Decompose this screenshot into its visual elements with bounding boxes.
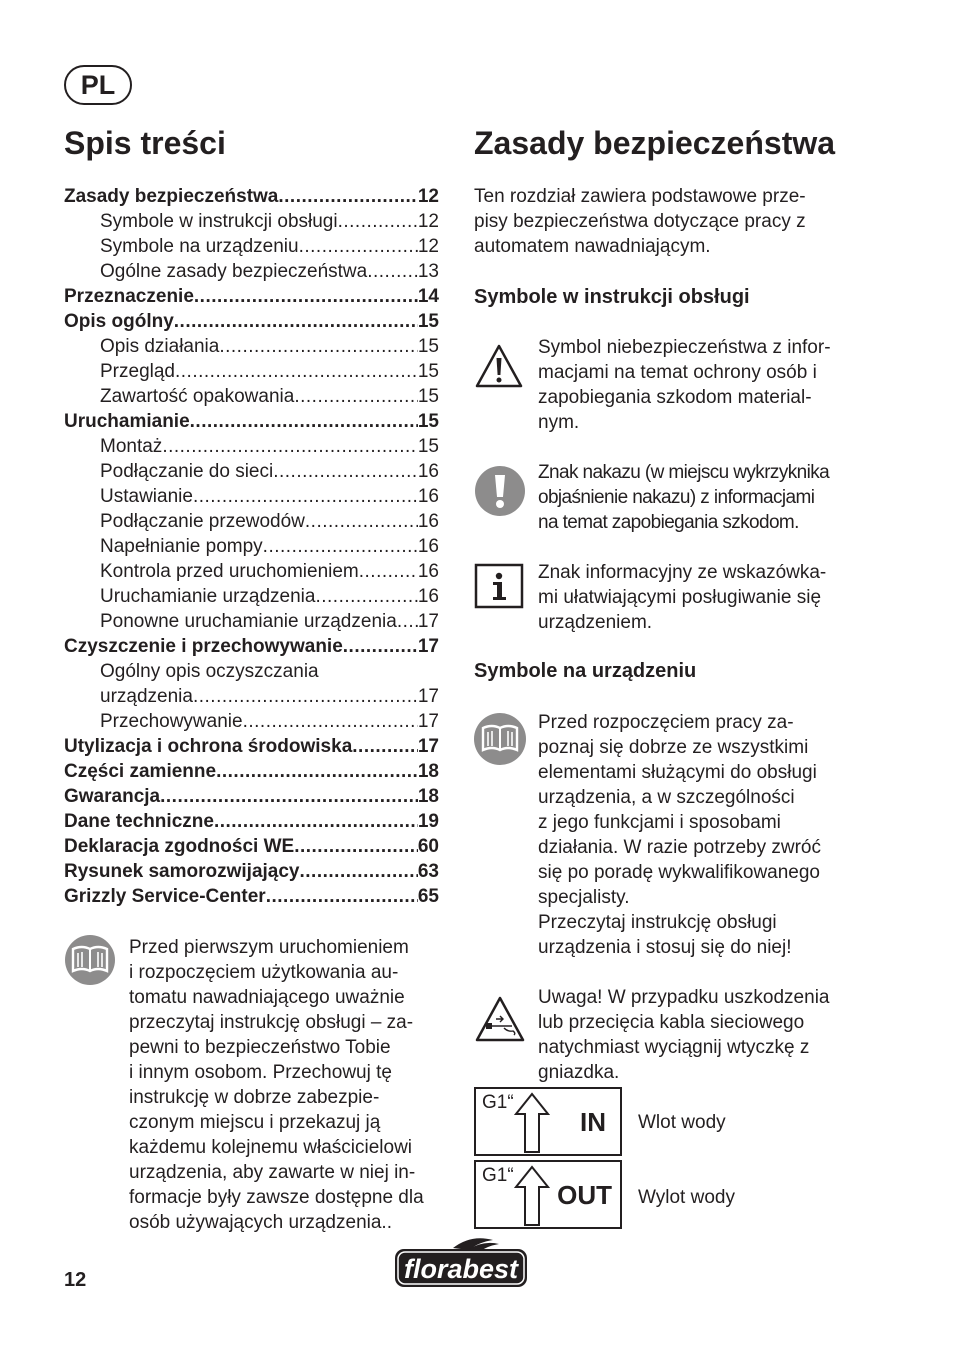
text-line: Przed pierwszym uruchomieniem <box>129 937 409 958</box>
text-line: Symbol niebezpieczeństwa z infor- <box>538 337 831 358</box>
toc-entry-label: Uruchamianie <box>64 411 190 432</box>
toc-entry-page: 15 <box>417 411 439 432</box>
toc-entry-label: Podłączanie przewodów <box>100 511 305 532</box>
toc-leader-dots <box>193 484 418 509</box>
toc-entry[interactable] <box>64 859 439 884</box>
toc-entry-page: 65 <box>417 886 439 907</box>
toc-entry-page: 15 <box>417 361 439 382</box>
toc-leader-dots <box>294 834 418 859</box>
toc-entry-label: Kontrola przed uruchomieniem <box>100 561 359 582</box>
toc-entry-page: 12 <box>417 211 439 232</box>
toc-entry[interactable] <box>64 484 439 509</box>
toc-entry-page: 14 <box>417 286 439 307</box>
text-line: poznaj się dobrze ze wszystkimi <box>538 737 809 758</box>
toc-entry-label: Podłączanie do sieci <box>100 461 274 482</box>
outlet-description: Wylot wody <box>638 1187 735 1208</box>
toc-entry-label: Montaż <box>100 436 163 457</box>
toc-leader-dots <box>193 684 418 709</box>
toc-entry-label: Czyszczenie i przechowywanie <box>64 636 343 657</box>
text-line: i innym osobom. Przechowuj tę <box>129 1062 392 1083</box>
toc-entry-label: Dane techniczne <box>64 811 214 832</box>
toc-entry-label: Gwarancja <box>64 786 161 807</box>
toc-leader-dots <box>174 309 418 334</box>
toc-entry-page: 13 <box>417 261 439 282</box>
text-line: zapobiegania szkodom material- <box>538 387 812 408</box>
text-line: natychmiast wyciągnij wtyczkę z <box>538 1037 810 1058</box>
toc-entry-page: 18 <box>417 761 439 782</box>
toc-entry-label: Opis ogólny <box>64 311 174 332</box>
toc-entry-page: 17 <box>417 711 439 732</box>
toc-entry-page: 17 <box>417 611 439 632</box>
toc-leader-dots <box>359 559 418 584</box>
toc-entry-page: 15 <box>417 336 439 357</box>
toc-entry[interactable] <box>64 634 439 659</box>
toc-entry[interactable] <box>64 584 439 609</box>
toc-entry[interactable] <box>64 609 439 634</box>
text-line: nym. <box>538 412 580 433</box>
toc-entry-label: Symbole na urządzeniu <box>100 236 299 257</box>
inlet-thread-label: G1“ <box>482 1092 514 1113</box>
toc-entry-label: urządzenia <box>100 686 193 707</box>
toc-leader-dots <box>315 584 417 609</box>
toc-entry-label: Ogólne zasady bezpieczeństwa <box>100 261 368 282</box>
toc-entry-label: Ogólny opis oczyszczania <box>100 661 319 682</box>
text-line: osób używających urządzenia.. <box>129 1212 392 1233</box>
toc-leader-dots <box>305 509 418 534</box>
toc-leader-dots <box>343 634 418 659</box>
text-line: macjami na temat ochrony osób i <box>538 362 817 383</box>
text-line: tomatu nawadniającego uważnie <box>129 987 405 1008</box>
toc-leader-dots <box>214 809 418 834</box>
text-line: urządzenia, aby zawarte w niej in- <box>129 1162 416 1183</box>
toc-entry[interactable] <box>64 334 439 359</box>
toc-leader-dots <box>299 234 418 259</box>
safety-title: Zasady bezpieczeństwa <box>474 125 836 161</box>
outlet-thread-label: G1“ <box>482 1165 514 1186</box>
text-line: się po poradę wykwalifikowanego <box>538 862 820 883</box>
text-line: i rozpoczęciem użytkowania au- <box>129 962 399 983</box>
text-line: Ten rozdział zawiera podstawowe prze- <box>474 186 806 207</box>
toc-entry[interactable] <box>64 259 439 284</box>
text-line: każdemu kolejnemu właścicielowi <box>129 1137 413 1158</box>
cable-warning-icon <box>474 995 526 1048</box>
toc-leader-dots <box>338 209 418 234</box>
toc-leader-dots <box>216 759 418 784</box>
text-line: specjalisty. <box>538 887 630 908</box>
text-line: objaśnienie nakazu) z informacjami <box>538 487 815 508</box>
toc-leader-dots <box>278 184 417 209</box>
toc-entry[interactable] <box>64 734 439 759</box>
toc-entry-page: 18 <box>417 786 439 807</box>
toc-entry[interactable] <box>64 534 439 559</box>
toc-leader-dots <box>219 334 418 359</box>
toc-entry-label: Rysunek samorozwijający <box>64 861 300 882</box>
toc-entry[interactable] <box>64 759 439 784</box>
arrow-up-icon <box>514 1165 550 1227</box>
toc-entry-label: Ponowne uruchamianie urządzenia <box>100 611 397 632</box>
text-line: Przed rozpoczęciem pracy za- <box>538 712 794 733</box>
toc-entry-page: 16 <box>417 511 439 532</box>
toc-leader-dots <box>194 284 418 309</box>
toc-entry-label: Symbole w instrukcji obsługi <box>100 211 338 232</box>
toc-entry[interactable] <box>64 509 439 534</box>
text-line: Przeczytaj instrukcję obsługi <box>538 912 777 933</box>
toc-leader-dots <box>273 459 418 484</box>
toc-leader-dots <box>243 709 418 734</box>
text-line: gniazdka. <box>538 1062 620 1083</box>
toc-entry-page: 15 <box>417 386 439 407</box>
toc-entry-label: Zasady bezpieczeństwa <box>64 186 279 207</box>
toc-leader-dots <box>190 409 418 434</box>
toc-entry-label: Napełnianie pompy <box>100 536 263 557</box>
toc-entry-label: Ustawianie <box>100 486 193 507</box>
inlet-label: IN <box>580 1107 606 1137</box>
text-line: na temat zapobiegania szkodom. <box>538 512 799 533</box>
toc-entry-label: Uruchamianie urządzenia <box>100 586 316 607</box>
danger-symbol-text <box>538 335 868 435</box>
toc-entry[interactable] <box>64 709 439 734</box>
mandatory-symbol-text <box>538 460 878 535</box>
toc-entry[interactable] <box>64 434 439 459</box>
toc-leader-dots <box>162 434 418 459</box>
text-line: czonym miejscu i przekazuj ją <box>129 1112 381 1133</box>
toc-leader-dots <box>397 609 418 634</box>
text-line: pisy bezpieczeństwa dotyczące pracy z <box>474 211 806 232</box>
text-line: urządzenia, a w szczególności <box>538 787 795 808</box>
text-line: z jego funkcjami i sposobami <box>538 812 781 833</box>
toc-entry-page: 12 <box>417 186 439 207</box>
toc-entry[interactable] <box>64 684 439 709</box>
toc-leader-dots <box>367 259 418 284</box>
toc-entry-page: 16 <box>417 536 439 557</box>
text-line: mi ułatwiającymi posługiwanie się <box>538 587 822 608</box>
toc-leader-dots <box>266 884 418 909</box>
book-icon <box>65 935 115 985</box>
toc-entry-page: 12 <box>417 236 439 257</box>
toc-entry-label: Części zamienne <box>64 761 217 782</box>
toc-entry[interactable] <box>64 359 439 384</box>
manual-symbols-heading: Symbole w instrukcji obsługi <box>474 286 750 308</box>
toc-entry[interactable] <box>64 559 439 584</box>
book-icon <box>474 713 526 765</box>
toc-leader-dots <box>160 784 418 809</box>
text-line: Uwaga! W przypadku uszkodzenia <box>538 987 830 1008</box>
inlet-description: Wlot wody <box>638 1112 726 1133</box>
toc-entry[interactable] <box>64 784 439 809</box>
toc-entry-page: 63 <box>417 861 439 882</box>
safety-intro <box>474 184 874 259</box>
toc-entry-label: Deklaracja zgodności WE <box>64 836 295 857</box>
florabest-logo <box>393 1236 529 1295</box>
outlet-label: OUT <box>557 1180 612 1210</box>
svg-text:florabest: florabest <box>403 1254 519 1284</box>
toc-entry[interactable] <box>64 659 439 684</box>
warning-triangle-icon <box>474 343 524 394</box>
toc-entry[interactable] <box>64 234 439 259</box>
toc-entry[interactable] <box>64 284 439 309</box>
text-line: pewni to bezpieczeństwo Tobie <box>129 1037 391 1058</box>
toc-leader-dots <box>352 734 418 759</box>
toc-entry-label: Grizzly Service-Center <box>64 886 266 907</box>
toc-entry[interactable] <box>64 409 439 434</box>
language-badge: PL <box>64 65 132 105</box>
toc-entry-page: 60 <box>417 836 439 857</box>
toc-entry-page: 16 <box>417 486 439 507</box>
text-line: urządzenia i stosuj się do niej! <box>538 937 792 958</box>
toc-leader-dots <box>319 659 439 684</box>
toc-entry-page: 15 <box>417 436 439 457</box>
toc-entry[interactable] <box>64 309 439 334</box>
text-line: urządzeniem. <box>538 612 653 633</box>
toc-entry-label: Przeznaczenie <box>64 286 194 307</box>
arrow-up-icon <box>514 1092 550 1154</box>
toc-entry-page: 17 <box>417 686 439 707</box>
water-outlet-symbol <box>474 1160 622 1229</box>
text-line: Znak nakazu (w miejscu wykrzyknika <box>538 462 830 483</box>
toc-leader-dots <box>263 534 418 559</box>
toc-entry-page: 19 <box>417 811 439 832</box>
toc-entry[interactable] <box>64 384 439 409</box>
toc-entry[interactable] <box>64 809 439 834</box>
cable-warning-text <box>538 985 868 1085</box>
text-line: lub przecięcia kabla sieciowego <box>538 1012 805 1033</box>
text-line: automatem nawadniającym. <box>474 236 711 257</box>
table-of-contents <box>64 184 439 909</box>
toc-entry-label: Przegląd <box>100 361 175 382</box>
text-line: przeczytaj instrukcję obsługi – za- <box>129 1012 414 1033</box>
toc-entry[interactable] <box>64 184 439 209</box>
text-line: działania. W razie potrzeby zwróć <box>538 837 821 858</box>
text-line: instrukcję w dobrze zabezpie- <box>129 1087 380 1108</box>
toc-entry-label: Utylizacja i ochrona środowiska <box>64 736 353 757</box>
toc-entry[interactable] <box>64 459 439 484</box>
toc-entry-page: 16 <box>417 561 439 582</box>
toc-entry-page: 16 <box>417 461 439 482</box>
text-line: elementami służącymi do obsługi <box>538 762 817 783</box>
toc-entry[interactable] <box>64 884 439 909</box>
read-manual-text <box>538 710 868 960</box>
toc-leader-dots <box>294 384 418 409</box>
info-symbol-text <box>538 560 868 635</box>
toc-entry-label: Opis działania <box>100 336 220 357</box>
toc-entry-page: 17 <box>417 736 439 757</box>
toc-leader-dots <box>300 859 418 884</box>
exclamation-mandatory-icon <box>475 466 525 516</box>
page-number: 12 <box>64 1269 87 1291</box>
text-line: formacje były zawsze dostępne dla <box>129 1187 424 1208</box>
toc-entry-label: Zawartość opakowania <box>100 386 295 407</box>
info-icon <box>474 563 524 614</box>
toc-entry[interactable] <box>64 209 439 234</box>
toc-entry-label: Przechowywanie <box>100 711 243 732</box>
toc-entry-page: 16 <box>417 586 439 607</box>
read-notice <box>129 935 449 1235</box>
toc-entry-page: 17 <box>417 636 439 657</box>
toc-leader-dots <box>175 359 418 384</box>
device-symbols-heading: Symbole na urządzeniu <box>474 660 697 682</box>
toc-entry-page: 15 <box>417 311 439 332</box>
text-line: Znak informacyjny ze wskazówka- <box>538 562 827 583</box>
toc-title: Spis treści <box>64 125 226 161</box>
toc-entry[interactable] <box>64 834 439 859</box>
water-inlet-symbol <box>474 1087 622 1156</box>
